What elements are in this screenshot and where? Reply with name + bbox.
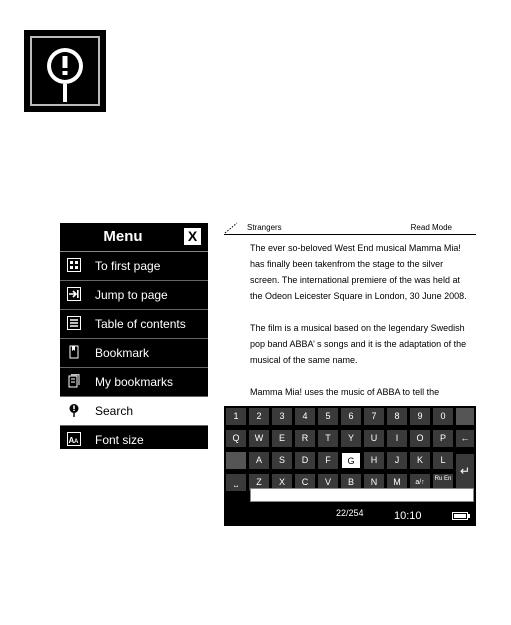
- key-k[interactable]: K: [410, 452, 430, 469]
- key-4[interactable]: 4: [295, 408, 315, 425]
- menu-item-font-size[interactable]: [60, 426, 208, 454]
- key-c[interactable]: C: [295, 474, 315, 491]
- key-b[interactable]: B: [341, 474, 361, 491]
- svg-text:A: A: [68, 436, 75, 445]
- shift-key[interactable]: a/↑: [410, 474, 430, 491]
- menu-header: [60, 223, 208, 252]
- paragraph: Mamma Mia! uses the music of ABBA to tell the: [250, 387, 440, 397]
- key-n[interactable]: N: [364, 474, 384, 491]
- menu-title: Menu: [103, 228, 143, 245]
- search-icon: [67, 403, 81, 417]
- key-3[interactable]: 3: [272, 408, 292, 425]
- paragraph: The ever so-beloved West End musical Mamma Mia! has finally been takenfrom the stage to the silver screen. The international premiere of the was held at the Odeon Leicester Square in London, 30 June 2008.: [250, 243, 467, 301]
- key-p[interactable]: P: [433, 430, 453, 447]
- key-1[interactable]: 1: [226, 408, 246, 425]
- menu-item-jump-to-page[interactable]: [60, 281, 208, 310]
- key-g[interactable]: G: [341, 452, 361, 469]
- key-h[interactable]: H: [364, 452, 384, 469]
- backspace-key[interactable]: ←: [456, 430, 474, 447]
- reader-mode: Read Mode: [410, 223, 452, 232]
- space-key[interactable]: ⎵: [226, 474, 246, 491]
- key-blank[interactable]: [456, 408, 474, 425]
- key-x[interactable]: X: [272, 474, 292, 491]
- key-0[interactable]: 0: [433, 408, 453, 425]
- search-input[interactable]: [250, 488, 474, 502]
- key-9[interactable]: 9: [410, 408, 430, 425]
- key-l[interactable]: L: [433, 452, 453, 469]
- key-e[interactable]: E: [272, 430, 292, 447]
- menu-item-my-bookmarks[interactable]: [60, 368, 208, 397]
- key-j[interactable]: J: [387, 452, 407, 469]
- key-blank[interactable]: [226, 452, 246, 469]
- close-button[interactable]: X: [184, 228, 201, 245]
- key-i[interactable]: I: [387, 430, 407, 447]
- battery-tip: [468, 514, 470, 518]
- signal-icon: [224, 222, 238, 234]
- font-size-icon: [67, 432, 81, 446]
- key-d[interactable]: D: [295, 452, 315, 469]
- menu-item-search[interactable]: [60, 397, 208, 426]
- key-w[interactable]: W: [249, 430, 269, 447]
- menu-item-table-of-contents[interactable]: [60, 310, 208, 339]
- bookmarks-list-icon: [67, 374, 81, 388]
- battery-icon: [452, 512, 468, 520]
- menu-item-label: Table of contents: [95, 317, 186, 331]
- key-y[interactable]: Y: [341, 430, 361, 447]
- page-counter: 22/254: [336, 508, 364, 518]
- menu-item-label: Jump to page: [95, 288, 168, 302]
- key-z[interactable]: Z: [249, 474, 269, 491]
- key-t[interactable]: T: [318, 430, 338, 447]
- menu-panel: [60, 223, 208, 449]
- key-s[interactable]: S: [272, 452, 292, 469]
- menu-item-label: My bookmarks: [95, 375, 174, 389]
- key-7[interactable]: 7: [364, 408, 384, 425]
- bookmark-icon: [67, 345, 81, 359]
- key-5[interactable]: 5: [318, 408, 338, 425]
- menu-item-label: Font size: [95, 433, 144, 447]
- key-a[interactable]: A: [249, 452, 269, 469]
- key-6[interactable]: 6: [341, 408, 361, 425]
- toc-icon: [67, 316, 81, 330]
- menu-item-first-page[interactable]: [60, 252, 208, 281]
- key-o[interactable]: O: [410, 430, 430, 447]
- key-r[interactable]: R: [295, 430, 315, 447]
- header-divider: [224, 234, 476, 235]
- key-u[interactable]: U: [364, 430, 384, 447]
- key-q[interactable]: Q: [226, 430, 246, 447]
- enter-key[interactable]: ↵: [456, 454, 474, 488]
- status-bar: [224, 506, 476, 526]
- book-text: [250, 240, 470, 416]
- clock: 10:10: [394, 510, 422, 522]
- jump-icon: [67, 287, 81, 301]
- menu-item-label: Bookmark: [95, 346, 150, 360]
- menu-item-bookmark[interactable]: [60, 339, 208, 368]
- key-m[interactable]: M: [387, 474, 407, 491]
- menu-item-label: Search: [95, 404, 134, 418]
- key-2[interactable]: 2: [249, 408, 269, 425]
- search-icon-large: [24, 30, 106, 112]
- key-f[interactable]: F: [318, 452, 338, 469]
- paragraph: The film is a musical based on the legendary Swedish pop band ABBA’ s songs and it is the adaptation of the musical of the same name.: [250, 323, 467, 365]
- svg-text:A: A: [74, 439, 79, 445]
- key-v[interactable]: V: [318, 474, 338, 491]
- language-key[interactable]: Ru En: [433, 474, 453, 491]
- first-page-icon: [67, 258, 81, 272]
- book-title: Strangers: [247, 223, 282, 232]
- key-8[interactable]: 8: [387, 408, 407, 425]
- on-screen-keyboard: [224, 406, 476, 506]
- menu-item-label: To first page: [95, 259, 161, 273]
- reader-header: [224, 222, 476, 234]
